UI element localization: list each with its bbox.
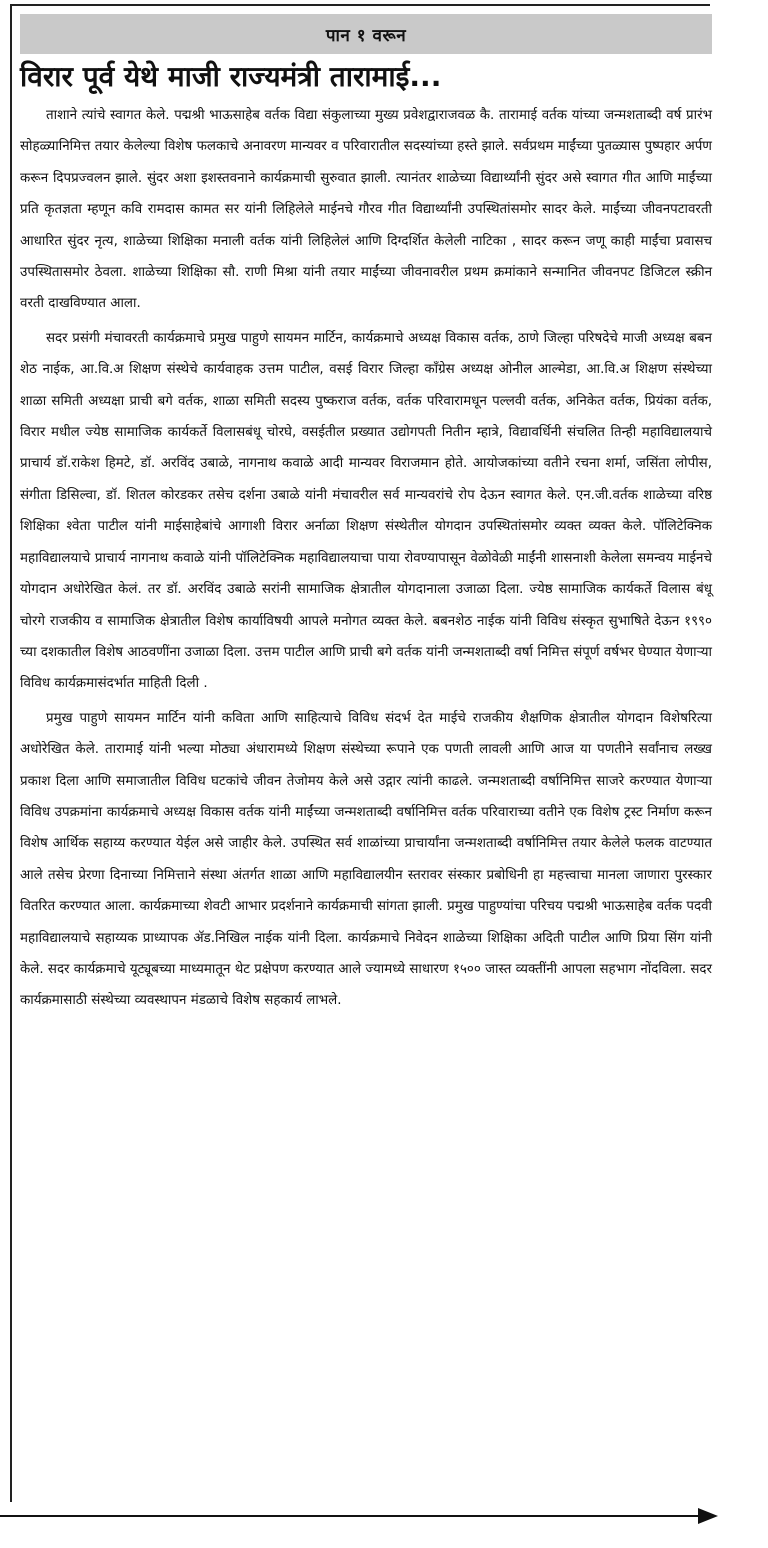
top-rule xyxy=(10,4,710,6)
article-headline: विरार पूर्व येथे माजी राज्यमंत्री तारामाई... xyxy=(20,60,442,93)
article-paragraph-1: ताशाने त्यांचे स्वागत केले. पद्मश्री भाऊसाहेब वर्तक विद्या संकुलाच्या मुख्य प्रवेशद्वाराजवळ कै. तारामाई वर्तक यांच्या जन्मशताब्दी वर्ष प्रारंभ सोहळ्यानिमित्त तयार केलेल्या विशेष फलकाचे अनावरण मान्यवर व परिवारातील सदस्यांच्या हस्ते झाले. सर्वप्रथम माईंच्या पुतळ्यास पुष्पहार अर्पण करून दिपप्रज्वलन झाले. सुंदर अशा इशस्तवनाने कार्यक्रमाची सुरुवात झाली. त्यानंतर शाळेच्या विद्यार्थ्यांनी सुंदर असे स्वागत गीत आणि माईंच्या प्रति कृतज्ञता म्हणून कवि रामदास कामत सर यांनी लिहिलेले माईनचे गौरव गीत विद्यार्थ्यांनी उपस्थितांसमोर सादर केले. माईंच्या जीवनपटावरती आधारित सुंदर नृत्य, शाळेच्या शिक्षिका मनाली वर्तक यांनी लिहिलेलं आणि दिग्दर्शित केलेली नाटिका , सादर करून जणू काही माईंचा प्रवासच उपस्थितासमोर ठेवला. शाळेच्या शिक्षिका सौ. राणी मिश्रा यांनी तयार माईंच्या जीवनावरील प्रथम क्रमांकाने सन्मानित जीवनपट डिजिटल स्क्रीन वरती दाखविण्यात आला. xyxy=(20,108,712,312)
continued-from-label: पान १ वरून xyxy=(325,25,407,46)
left-rule xyxy=(10,4,12,1502)
article-paragraph-2: सदर प्रसंगी मंचावरती कार्यक्रमाचे प्रमुख पाहुणे सायमन मार्टिन, कार्यक्रमाचे अध्यक्ष विकास वर्तक, ठाणे जिल्हा परिषदेचे माजी अध्यक्ष बबन शेठ नाईक, आ.वि.अ शिक्षण संस्थेचे कार्यवाहक उत्तम पाटील, वसई विरार जिल्हा काँग्रेस अध्यक्ष ओनील आल्मेडा, आ.वि.अ शिक्षण संस्थेच्या शाळा समिती अध्यक्षा प्राची बगे वर्तक, शाळा समिती सदस्य पुष्कराज वर्तक, वर्तक परिवारामधून पल्लवी वर्तक, अनिकेत वर्तक, प्रियंका वर्तक, विरार मधील ज्येष्ठ सामाजिक कार्यकर्ते विलासबंधू चोरघे, वसईतील प्रख्यात उद्योगपती नितीन म्हात्रे, विद्यावर्धिनी संचलित तिन्ही महाविद्यालयाचे प्राचार्य डॉ.राकेश हिमटे, डॉ. अरविंद उबाळे, नागनाथ कवाळे आदी मान्यवर विराजमान होते. आयोजकांच्या वतीने रचना शर्मा, जसिंता लोपीस, संगीता डिसिल्वा, डॉ. शितल कोरडकर तसेच दर्शना उबाळे यांनी मंचावरील सर्व मान्यवरांचे रोप देऊन स्वागत केले. एन.जी.वर्तक शाळेच्या वरिष्ठ शिक्षिका श्वेता पाटील यांनी माईसाहेबांचे आगाशी विरार अर्नाळा शिक्षण संस्थेतील योगदान उपस्थितांसमोर व्यक्त व्यक्त केले. पॉलिटेक्निक महाविद्यालयाचे प्राचार्य नागनाथ कवाळे यांनी पॉलिटेक्निक महाविद्यालयाचा पाया रोवण्यापासून वेळोवेळी माईंनी शासनाशी केलेला समन्वय माईनचे योगदान अधोरेखित केलं. तर डॉ. अरविंद उबाळे सरांनी सामाजिक क्षेत्रातील योगदानाला उजाळा दिला. ज्येष्ठ सामाजिक कार्यकर्ते विलास बंधू चोरगे राजकीय व सामाजिक क्षेत्रातील विशेष कार्याविषयी आपले मनोगत व्यक्त केले. बबनशेठ नाईक यांनी विविध संस्कृत सुभाषिते देऊन १९९० च्या दशकातील विशेष आठवणींना उजाळा दिला. उत्तम पाटील आणि प्राची बगे वर्तक यांनी जन्मशताब्दी वर्षा निमित्त संपूर्ण वर्षभर घेण्यात येणाऱ्या विविध कार्यक्रमासंदर्भात माहिती दिली . xyxy=(20,330,712,692)
right-arrow-icon xyxy=(0,1504,720,1528)
article-paragraph-3: प्रमुख पाहुणे सायमन मार्टिन यांनी कविता आणि साहित्याचे विविध संदर्भ देत माईचे राजकीय शैक्षणिक क्षेत्रातील योगदान विशेषरित्या अधोरेखित केले. तारामाई यांनी भल्या मोठ्या अंधारामध्ये शिक्षण संस्थेच्या रूपाने एक पणती लावली आणि आज या पणतीने सर्वांनाच लख्ख प्रकाश दिला आणि समाजातील विविध घटकांचे जीवन तेजोमय केले असे उद्गार त्यांनी काढले. जन्मशताब्दी वर्षानिमित्त साजरे करण्यात येणाऱ्या विविध उपक्रमांना कार्यक्रमाचे अध्यक्ष विकास वर्तक यांनी माईंच्या जन्मशताब्दी वर्षानिमित्त वर्तक परिवाराच्या वतीने एक विशेष ट्रस्ट निर्माण करून विशेष आर्थिक सहाय्य करण्यात येईल असे जाहीर केले. उपस्थित सर्व शाळांच्या प्राचार्यांना जन्मशताब्दी वर्षानिमित्त तयार केलेले फलक वाटण्यात आले तसेच प्रेरणा दिनाच्या निमित्ताने संस्था अंतर्गत शाळा आणि महाविद्यालयीन स्तरावर संस्कार प्रबोधिनी हा महत्त्वाचा मानला जाणारा पुरस्कार वितरित करण्यात आला. कार्यक्रमाच्या शेवटी आभार प्रदर्शनाने कार्यक्रमाची सांगता झाली. प्रमुख पाहुण्यांचा परिचय पद्मश्री भाऊसाहेब वर्तक पदवी महाविद्यालयाचे सहाय्यक प्राध्यापक ॲड.निखिल नाईक यांनी दिला. कार्यक्रमाचे निवेदन शाळेच्या शिक्षिका अदिती पाटील आणि प्रिया सिंग यांनी केले. सदर कार्यक्रमाचे यूट्यूबच्या माध्यमातून थेट प्रक्षेपण करण्यात आले ज्यामध्ये साधारण १५०० जास्त व्यक्तींनी आपला सहभाग नोंदविला. सदर कार्यक्रमासाठी संस्थेच्या व्यवस्थापन मंडळाचे विशेष सहकार्य लाभले. xyxy=(20,710,712,1009)
article-body xyxy=(20,100,712,1020)
continued-from-banner xyxy=(20,14,712,54)
